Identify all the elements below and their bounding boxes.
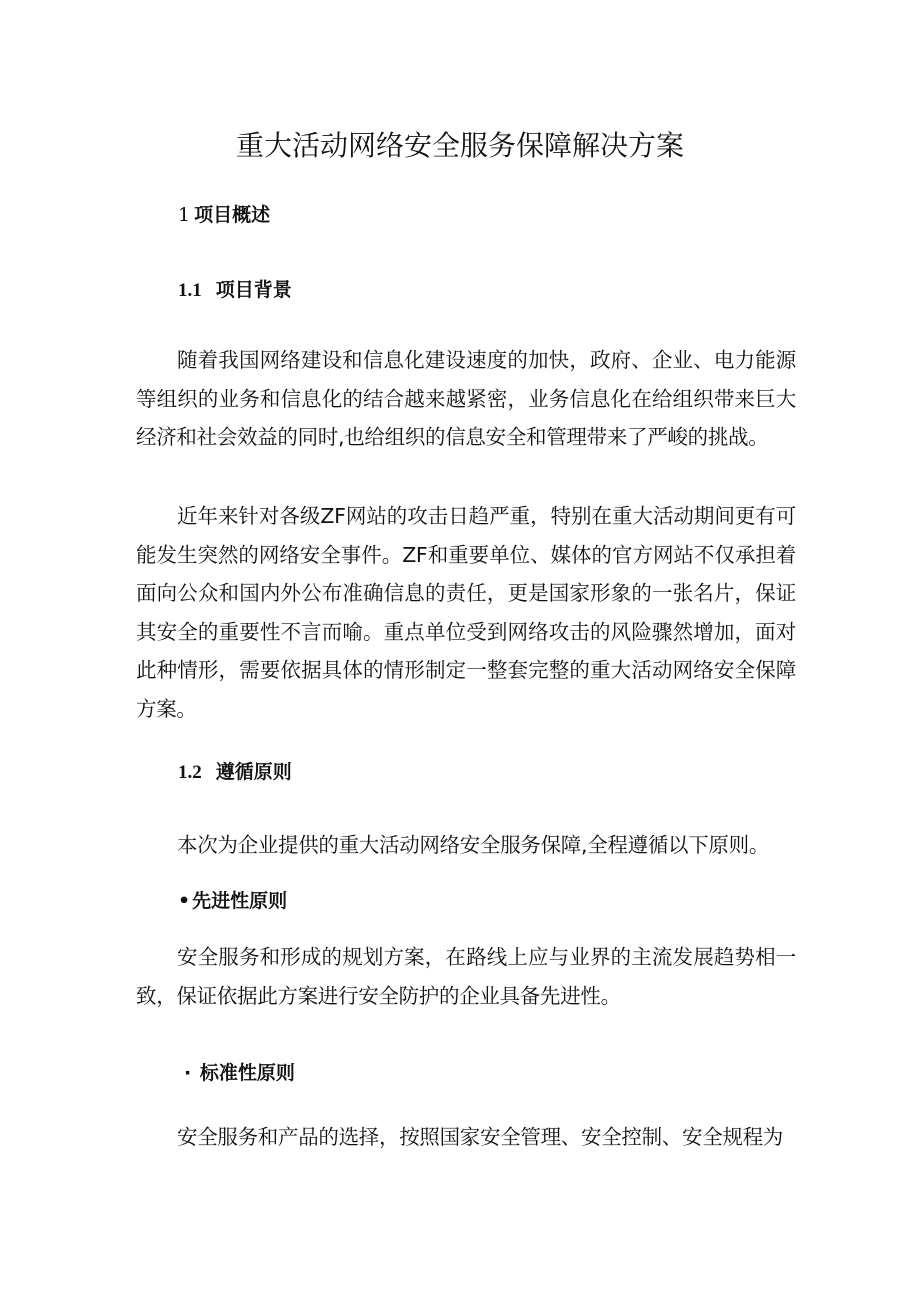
- background-paragraph-1: 随着我国网络建设和信息化建设速度的加快，政府、企业、电力能源等组织的业务和信息化的结合越来越紧密，业务信息化在给组织带来巨大经济和社会效益的同时,也给组织的信息安全和管理带来了严峻的挑战。: [136, 348, 796, 449]
- section-1-2-heading: [178, 758, 292, 787]
- principle-heading-advanced: [178, 887, 287, 915]
- section-1-2-number: 1.2: [178, 762, 202, 783]
- principle-title-standard: 标准性原则: [199, 1062, 295, 1084]
- section-1-1-heading: [178, 276, 292, 305]
- background-paragraph-2: 近年来针对各级ZF网站的攻击日趋严重，特别在重大活动期间更有可能发生突然的网络安全事件。ZF和重要单位、媒体的官方网站不仅承担着面向公众和国内外公布准确信息的责任，更是国家形象的一张名片，保证其安全的重要性不言而喻。重点单位受到网络攻击的风险骤然增加，面对此种情形，需要依据具体的情形制定一整套完整的重大活动网络安全保障方案。: [136, 504, 796, 721]
- principle-text-advanced: 安全服务和形成的规划方案，在路线上应与业界的主流发展趋势相一致，保证依据此方案进行安全防护的企业具备先进性。: [136, 945, 796, 1008]
- principle-heading-standard: [184, 1059, 295, 1087]
- section-1-heading: [178, 201, 270, 229]
- section-1-2-title: 遵循原则: [215, 761, 292, 783]
- principle-title-advanced: 先进性原则: [192, 890, 288, 912]
- document-title: 重大活动网络安全服务保障解决方案: [235, 129, 684, 162]
- section-1-1-title: 项目背景: [215, 279, 292, 301]
- bullet-dot: •: [178, 890, 191, 912]
- section-1-title: 项目概述: [194, 204, 271, 226]
- principle-text-standard: 安全服务和产品的选择，按照国家安全管理、安全控制、安全规程为: [177, 1125, 783, 1149]
- section-1-number: 1: [178, 204, 191, 226]
- section-1-1-number: 1.1: [178, 280, 202, 301]
- bullet-dot: ·: [184, 1062, 192, 1084]
- principles-intro: 本次为企业提供的重大活动网络安全服务保障,全程遵循以下原则。: [177, 833, 770, 857]
